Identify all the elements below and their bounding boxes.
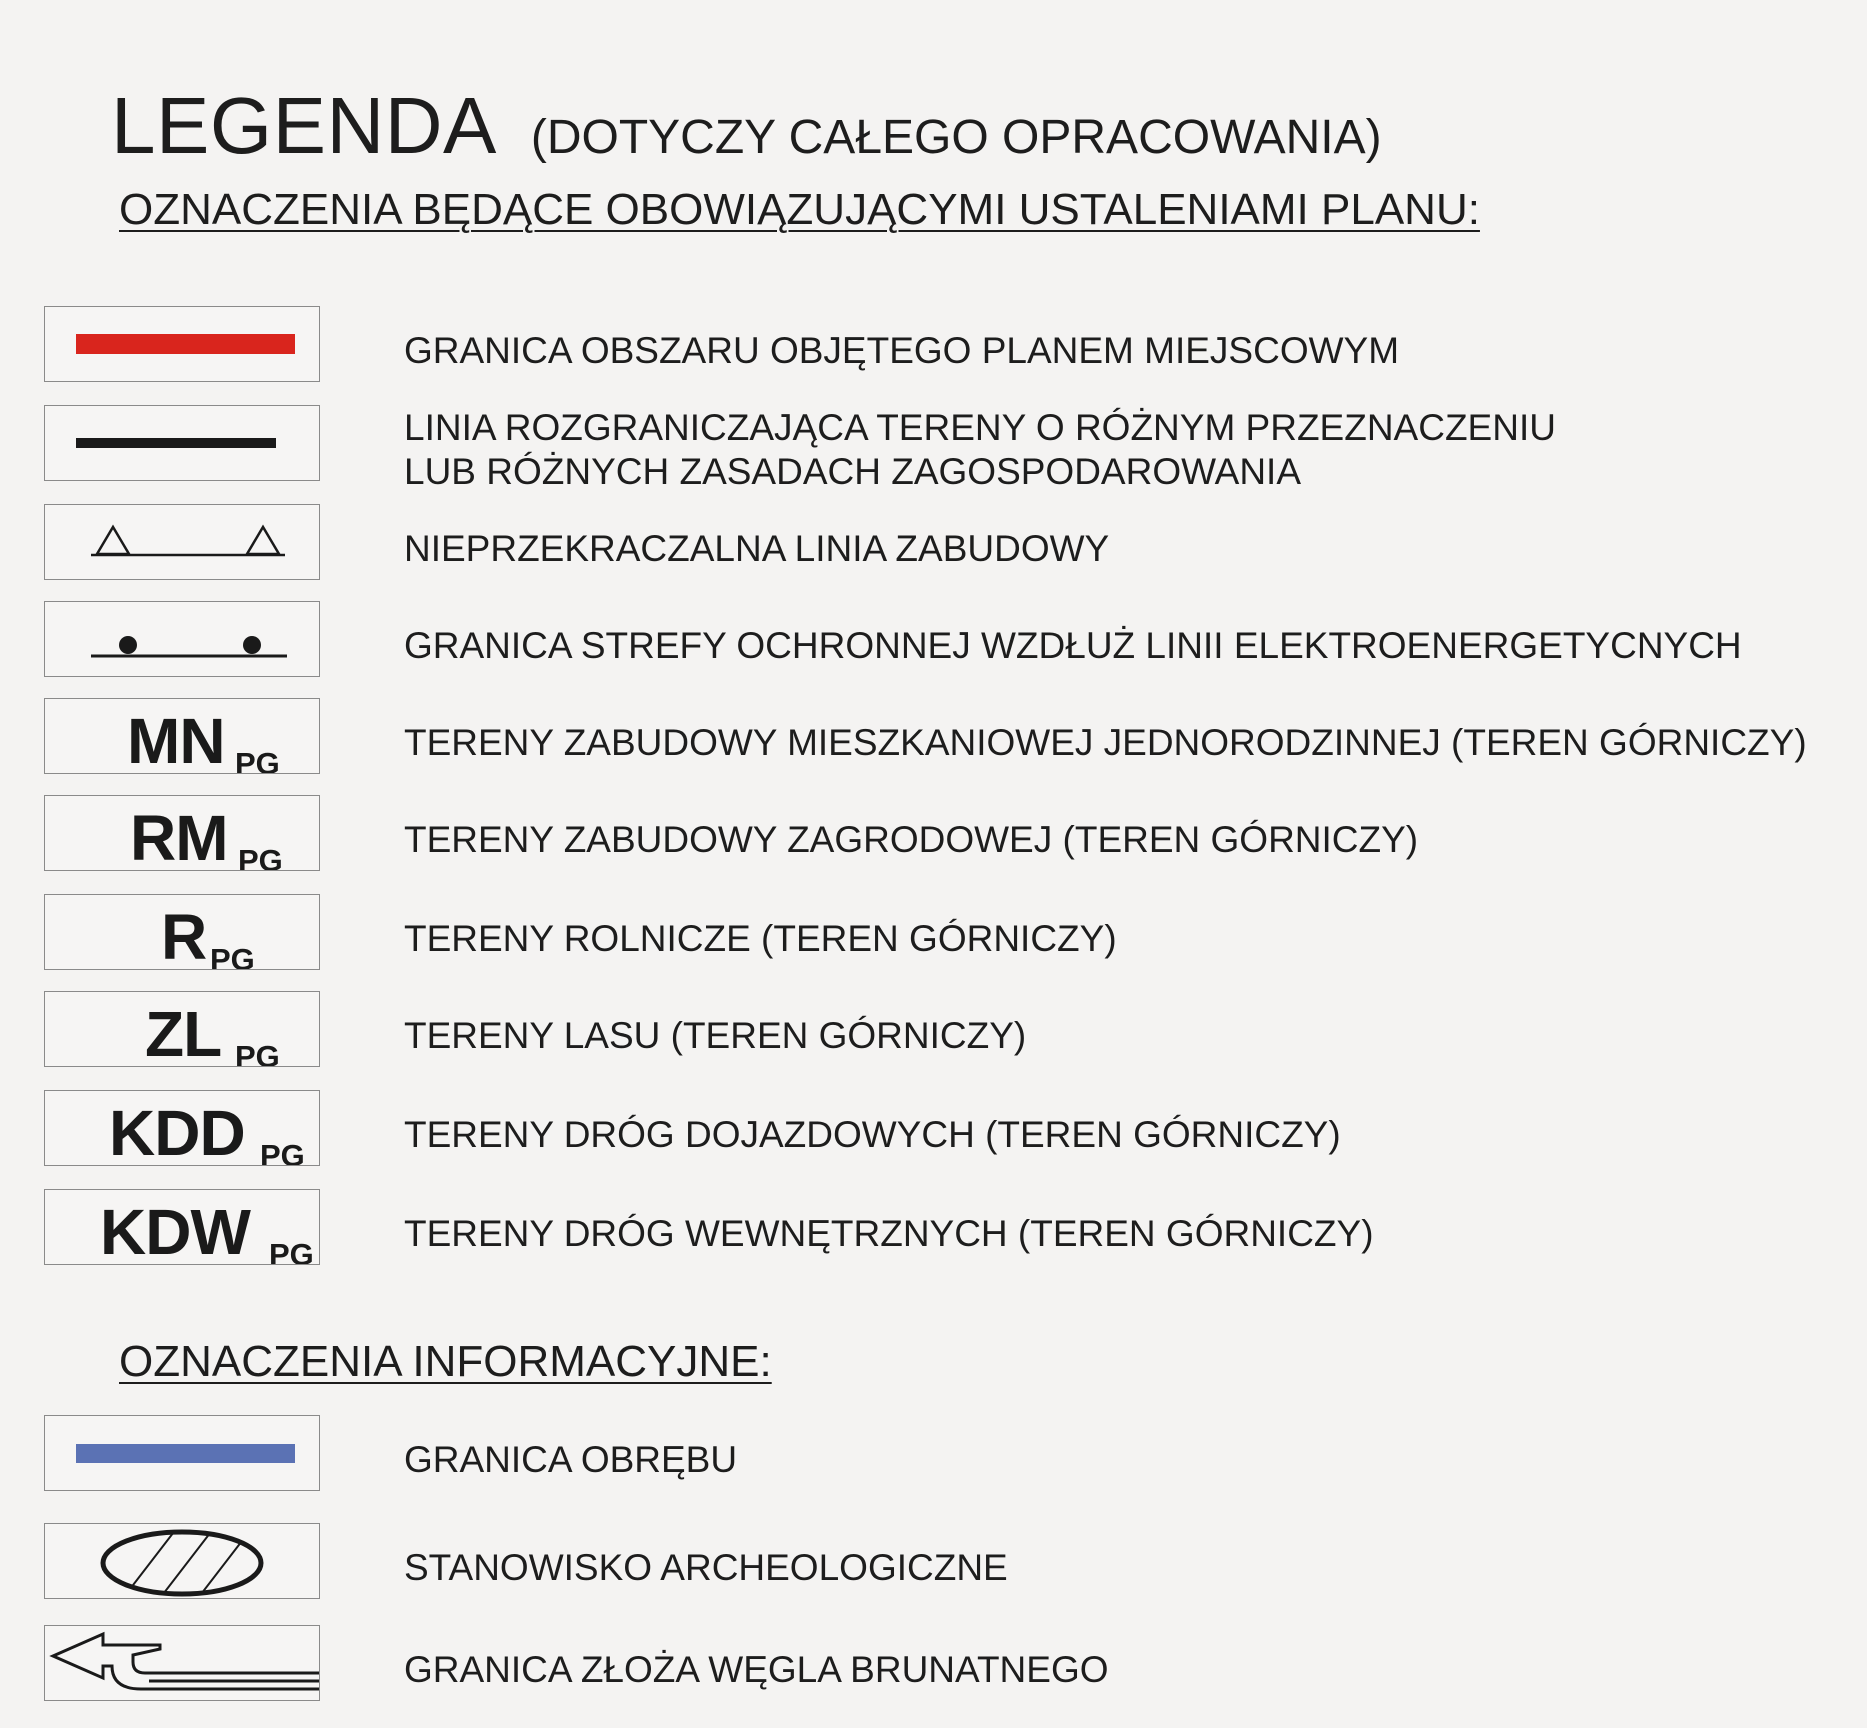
zone-code-subscript: PG [235,746,280,774]
zone-code-subscript: PG [269,1237,314,1265]
legend-item-label: GRANICA OBRĘBU [404,1439,738,1480]
zone-code-main: MN [127,705,225,774]
archaeological-site-icon [45,1524,320,1599]
zone-code-kdd [45,1091,320,1166]
zone-code-rm [45,796,320,871]
zone-code-zl [45,992,320,1067]
legend-item-label: TERENY ZABUDOWY MIESZKANIOWEJ JEDNORODZINNEJ (TEREN GÓRNICZY) [404,722,1807,763]
symbol-code-zl [44,991,320,1067]
legend-item-label: TERENY ROLNICZE (TEREN GÓRNICZY) [404,918,1117,959]
symbol-line-with-dots [44,601,320,677]
zone-code-kdw [45,1190,320,1265]
symbol-red-line [44,306,320,382]
zone-code-main: KDD [109,1097,245,1166]
symbol-line-with-triangles [44,504,320,580]
legend-item-label: GRANICA STREFY OCHRONNEJ WZDŁUŻ LINII ELEKTROENERGETYCNYCH [404,625,1742,666]
blue-line-icon [45,1416,320,1491]
symbol-code-rm [44,795,320,871]
legend-title [111,80,1382,172]
red-line-icon [45,307,320,382]
symbol-black-line [44,405,320,481]
symbol-code-mn [44,698,320,774]
legend-item-label: GRANICA ZŁOŻA WĘGLA BRUNATNEGO [404,1649,1109,1690]
zone-code-main: R [161,901,207,970]
zone-code-main: ZL [145,998,222,1067]
symbol-code-kdd [44,1090,320,1166]
legend-title-main: LEGENDA [111,81,497,170]
legend-item-label: TERENY ZABUDOWY ZAGRODOWEJ (TEREN GÓRNICZY) [404,819,1419,860]
zone-code-main: RM [130,802,228,871]
symbol-code-r [44,894,320,970]
symbol-code-kdw [44,1189,320,1265]
zone-code-subscript: PG [238,843,283,871]
legend-item-label: TERENY DRÓG WEWNĘTRZNYCH (TEREN GÓRNICZY) [404,1213,1374,1254]
symbol-hatched-ellipse [44,1523,320,1599]
legend-item-label [404,406,1556,494]
arrow-boundary-icon [45,1626,320,1701]
legend-item-label-line1: LINIA ROZGRANICZAJĄCA TERENY O RÓŻNYM PRZEZNACZENIU [404,407,1556,448]
black-line-icon [45,406,320,481]
legend-title-subtitle: (DOTYCZY CAŁEGO OPRACOWANIA) [530,111,1382,164]
dot-line-icon [45,602,320,677]
zone-code-main: KDW [100,1196,250,1265]
triangle-line-icon [45,505,320,580]
legend-item-label: TERENY DRÓG DOJAZDOWYCH (TEREN GÓRNICZY) [404,1114,1341,1155]
zone-code-subscript: PG [260,1138,305,1166]
zone-code-subscript: PG [210,942,255,970]
binding-section-heading: OZNACZENIA BĘDĄCE OBOWIĄZUJĄCYMI USTALENIAMI PLANU: [119,185,1480,234]
info-section-heading: OZNACZENIA INFORMACYJNE: [119,1337,772,1386]
zone-code-subscript: PG [235,1039,280,1067]
symbol-arrow-line [44,1625,320,1701]
zone-code-r [45,895,320,970]
legend-item-label: GRANICA OBSZARU OBJĘTEGO PLANEM MIEJSCOWYM [404,330,1400,371]
symbol-blue-line [44,1415,320,1491]
legend-item-label: TERENY LASU (TEREN GÓRNICZY) [404,1015,1027,1056]
legend-item-label: STANOWISKO ARCHEOLOGICZNE [404,1547,1008,1588]
zone-code-mn [45,699,320,774]
legend-item-label-line2: LUB RÓŻNYCH ZASADACH ZAGOSPODAROWANIA [404,451,1302,492]
legend-item-label: NIEPRZEKRACZALNA LINIA ZABUDOWY [404,528,1110,569]
